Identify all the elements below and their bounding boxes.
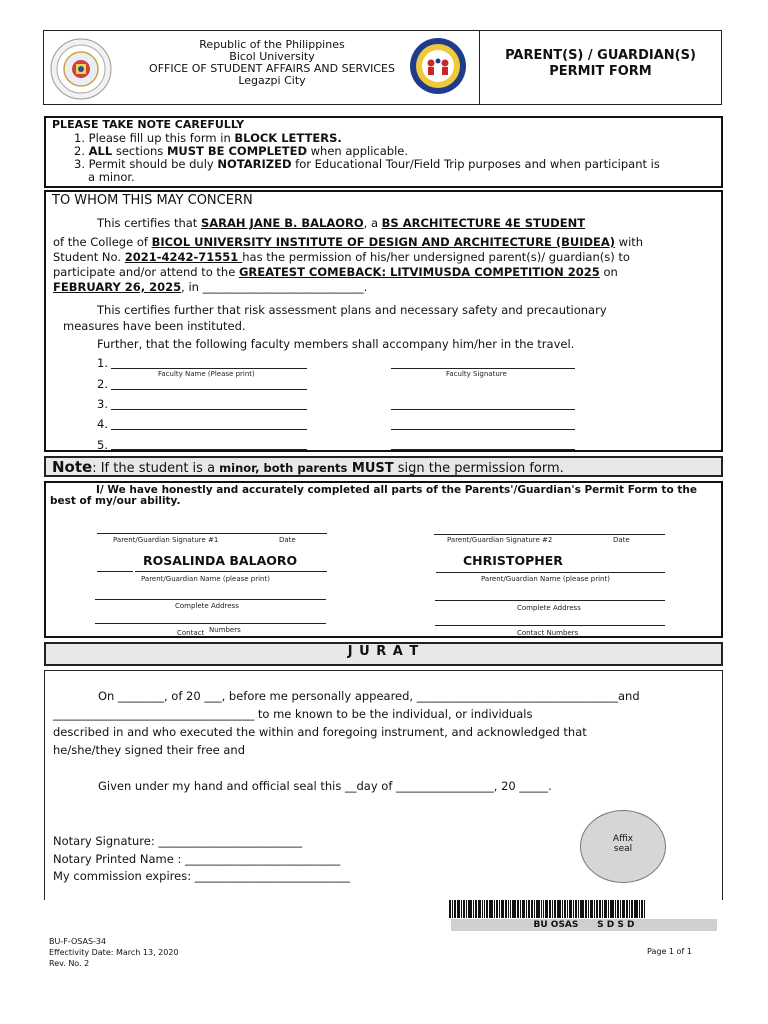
form-title-line-1: PARENT(S) / GUARDIAN(S)	[505, 48, 696, 63]
jurat-line-3: described in and who executed the within and foregoing instrument, and acknowledged that	[53, 725, 587, 739]
faculty-name-line-3[interactable]	[111, 409, 307, 410]
affix-seal-text: Affix seal	[612, 834, 634, 854]
barcode-icon	[449, 900, 719, 918]
faculty-name-line-4[interactable]	[111, 429, 307, 430]
note-item-1: 1. Please fill up this form in BLOCK LETTERS.	[74, 131, 342, 145]
faculty-number-3: 3.	[97, 397, 108, 411]
concern-paragraph-8: Further, that the following faculty members shall accompany him/her in the travel.	[97, 337, 575, 351]
parent1-address-caption: Complete Address	[175, 602, 239, 610]
parent2-name[interactable]: CHRISTOPHER	[463, 553, 563, 568]
parent1-date-caption: Date	[279, 536, 296, 544]
jurat-line-2: ___________________________________ to me known to be the individual, or individuals	[53, 707, 533, 721]
parent1-address-line[interactable]	[95, 599, 326, 600]
parent2-signature-caption: Parent/Guardian Signature #2	[447, 536, 553, 544]
concern-heading: TO WHOM THIS MAY CONCERN	[52, 193, 253, 208]
parent1-signature-caption: Parent/Guardian Signature #1	[113, 536, 219, 544]
faculty-name-line-5[interactable]	[111, 449, 307, 450]
notary-printed-name: Notary Printed Name : ___________________________	[53, 852, 341, 866]
faculty-signature-line-5[interactable]	[391, 449, 575, 450]
event-name: GREATEST COMEBACK: LITVIMUSDA COMPETITION 2025	[238, 265, 600, 279]
note-bar-text: Note: If the student is a minor, both parents MUST sign the permission form.	[52, 458, 564, 476]
bicol-university-seal-icon	[50, 38, 112, 100]
faculty-name-caption: Faculty Name (Please print)	[158, 370, 255, 378]
jurat-line-4: he/she/they signed their free and	[53, 743, 246, 757]
revision-number: Rev. No. 2	[49, 959, 90, 968]
jurat-title: J U R A T	[347, 644, 420, 659]
jurat-line-5: Given under my hand and official seal this __day of _________________, 20 _____.	[98, 779, 552, 793]
concern-paragraph-1: This certifies that SARAH JANE B. BALAORO, a BS ARCHITECTURE 4E STUDENT	[97, 216, 586, 230]
note-item-3-cont: a minor.	[88, 170, 135, 184]
faculty-signature-caption: Faculty Signature	[446, 370, 507, 378]
header-line-4: Legazpi City	[238, 74, 306, 87]
faculty-number-4: 4.	[97, 417, 108, 431]
faculty-signature-line-3[interactable]	[391, 409, 575, 410]
college-name: BICOL UNIVERSITY INSTITUTE OF DESIGN AND ARCHITECTURE (BUIDEA)	[151, 235, 616, 249]
concern-paragraph-7: measures have been instituted.	[63, 319, 246, 333]
form-code: BU-F-OSAS-34	[49, 937, 107, 946]
parent2-date-caption: Date	[613, 536, 630, 544]
effectivity-date: Effectivity Date: March 13, 2020	[49, 948, 179, 957]
notary-commission: My commission expires: ___________________________	[53, 869, 350, 883]
barcode-label: BU OSAS S D S D	[451, 919, 717, 931]
parent1-name-caption: Parent/Guardian Name (please print)	[141, 575, 270, 583]
header-institution-text	[112, 39, 432, 87]
form-title	[479, 48, 722, 80]
student-name: SARAH JANE B. BALAORO	[200, 216, 364, 230]
jurat-line-1: On ________, of 20 ___, before me personally appeared, ___________________________________and	[98, 689, 640, 703]
parent1-contact-caption-a: Contact	[177, 629, 205, 637]
concern-paragraph-5: FEBRUARY 26, 2025, in ____________________________.	[53, 280, 368, 294]
form-title-line-2: PERMIT FORM	[549, 64, 652, 79]
parent1-contact-line[interactable]	[95, 623, 326, 624]
notes-list	[74, 132, 714, 184]
parent1-name[interactable]: ROSALINDA BALAORO	[143, 553, 298, 568]
concern-paragraph-2: of the College of BICOL UNIVERSITY INSTITUTE OF DESIGN AND ARCHITECTURE (BUIDEA) with	[53, 235, 644, 249]
notary-signature: Notary Signature: _________________________	[53, 834, 303, 848]
parent2-address-line[interactable]	[435, 600, 665, 601]
faculty-number-2: 2.	[97, 377, 108, 391]
parent2-address-caption: Complete Address	[517, 604, 581, 612]
notes-heading: PLEASE TAKE NOTE CAREFULLY	[52, 118, 245, 131]
concern-paragraph-3: Student No. 2021-4242-71551 has the permission of his/her undersigned parent(s)/ guardian(s) to	[53, 250, 630, 264]
header-line-2: Bicol University	[229, 50, 315, 63]
parent2-contact-caption: Contact Numbers	[517, 629, 579, 637]
consent-statement: I/ We have honestly and accurately completed all parts of the Parents'/Guardian's Permit Form to the best of my/our ability.	[50, 484, 697, 507]
faculty-name-line-2[interactable]	[111, 389, 307, 390]
parent1-name-prefix-line	[97, 571, 133, 572]
parent1-name-line	[135, 571, 327, 572]
note-label: Note	[52, 458, 93, 476]
faculty-number-5: 5.	[97, 438, 108, 452]
faculty-signature-line-1[interactable]	[391, 368, 575, 369]
parent2-name-line	[436, 572, 665, 573]
faculty-signature-line-4[interactable]	[391, 429, 575, 430]
osas-seal-icon	[409, 37, 467, 95]
page-number: Page 1 of 1	[647, 947, 692, 956]
faculty-name-line-1[interactable]	[111, 368, 307, 369]
footer-left	[49, 936, 179, 969]
event-date: FEBRUARY 26, 2025	[53, 280, 182, 294]
parent1-signature-line[interactable]	[97, 533, 327, 534]
header-line-3: OFFICE OF STUDENT AFFAIRS AND SERVICES	[149, 62, 395, 75]
concern-paragraph-6: This certifies further that risk assessment plans and necessary safety and precautionary	[97, 303, 607, 317]
note-item-2: 2. ALL sections MUST BE COMPLETED when applicable.	[74, 144, 409, 158]
note-item-3: 3. Permit should be duly NOTARIZED for Educational Tour/Field Trip purposes and when participant is	[74, 157, 660, 171]
faculty-number-1: 1.	[97, 356, 108, 370]
parent2-name-caption: Parent/Guardian Name (please print)	[481, 575, 610, 583]
student-number: 2021-4242-71551	[124, 250, 243, 264]
header-line-1: Republic of the Philippines	[199, 38, 345, 51]
student-course: BS ARCHITECTURE 4E STUDENT	[381, 216, 586, 230]
parent1-contact-caption-b: Numbers	[209, 626, 241, 634]
parent2-signature-line[interactable]	[434, 534, 665, 535]
parent2-contact-line[interactable]	[435, 625, 665, 626]
concern-paragraph-4: participate and/or attend to the GREATEST COMEBACK: LITVIMUSDA COMPETITION 2025 on	[53, 265, 618, 279]
